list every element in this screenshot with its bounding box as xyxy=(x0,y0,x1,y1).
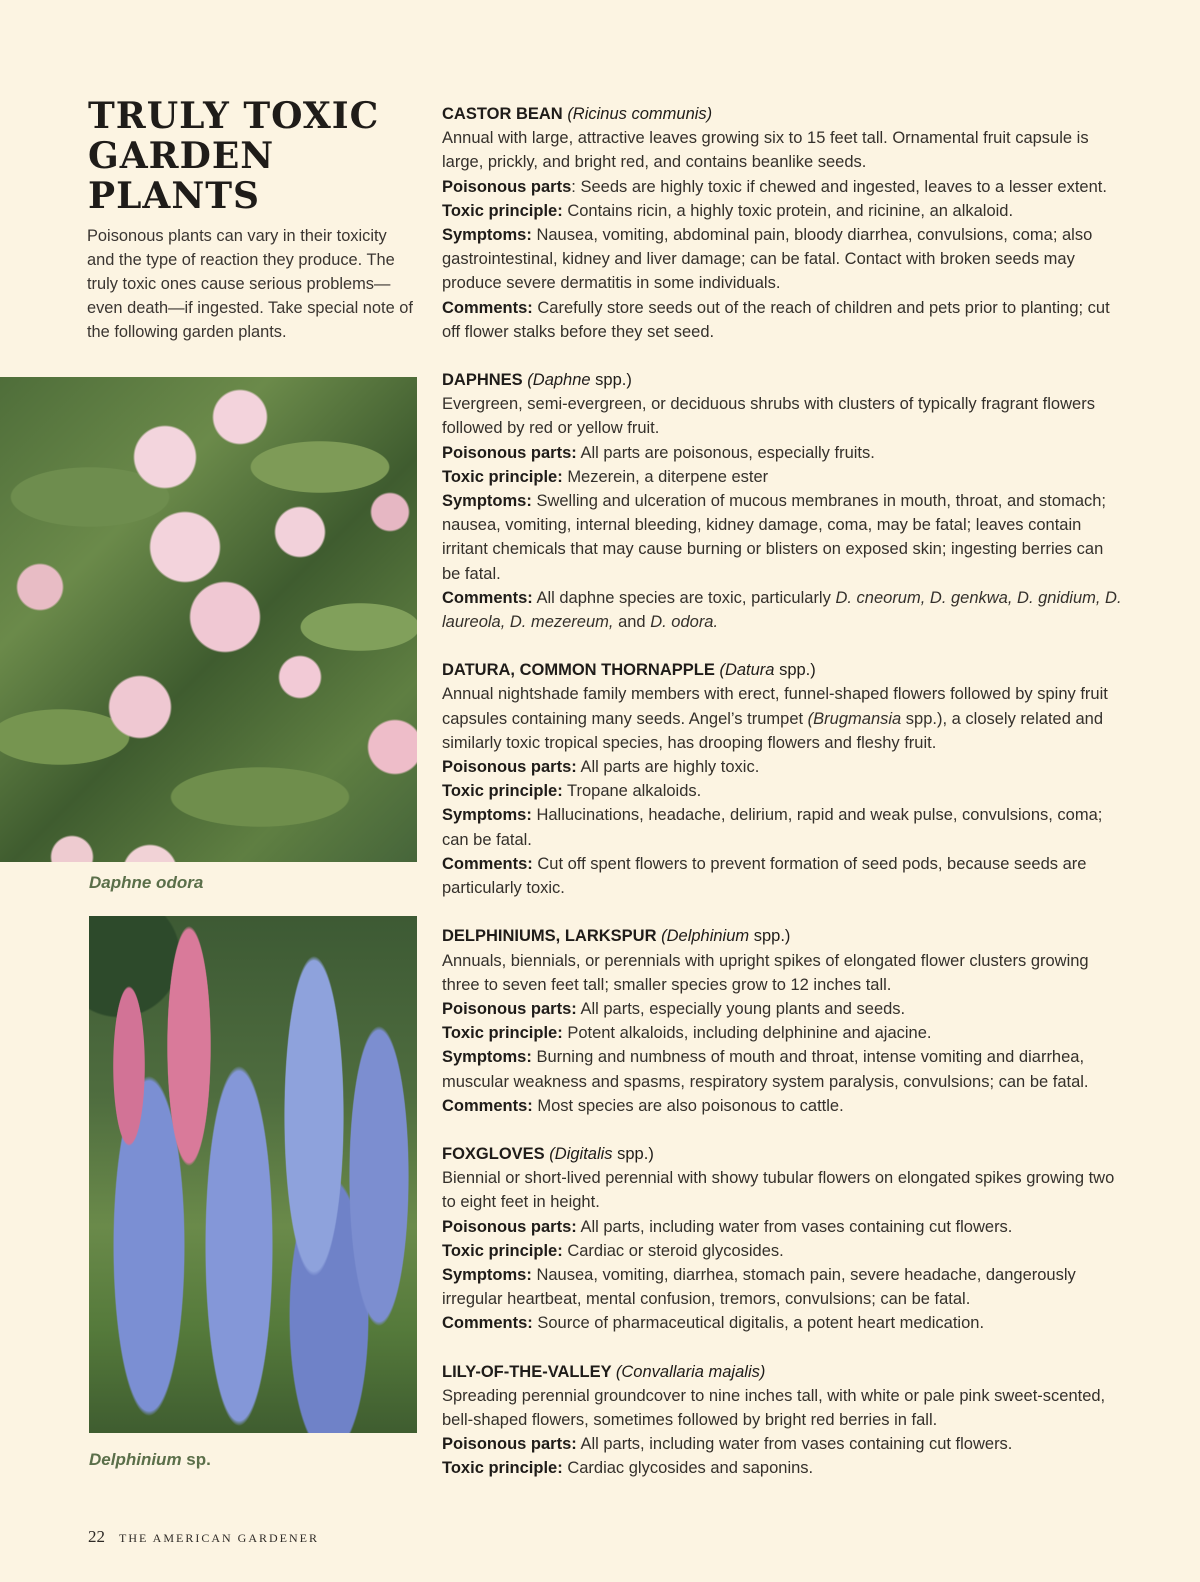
plant-entry-delphiniums xyxy=(442,924,1124,1118)
symptoms: Symptoms: Burning and numbness of mouth and throat, intense vomiting and diarrhea, muscular weakness and spasms, respiratory system paralysis, convulsions; can be fatal. xyxy=(442,1048,1089,1091)
plant-entry-castor-bean xyxy=(442,102,1124,344)
plant-description: Annual nightshade family members with erect, funnel-shaped flowers followed by spiny fruit capsules containing many seeds. Angel’s trumpet (Brugmansia spp.), a closely related and similarly toxic tropical species, has drooping flowers and fleshy fruit. xyxy=(442,685,1108,752)
symptoms: Symptoms: Hallucinations, headache, delirium, rapid and weak pulse, convulsions, coma; can be fatal. xyxy=(442,806,1103,849)
toxic-principle: Toxic principle: Potent alkaloids, including delphinine and ajacine. xyxy=(442,1024,932,1043)
plant-description: Biennial or short-lived perennial with showy tubular flowers on elongated spikes growing two to eight feet in height. xyxy=(442,1169,1115,1212)
symptoms: Symptoms: Nausea, vomiting, diarrhea, stomach pain, severe headache, dangerously irregular heartbeat, mental confusion, tremors, convulsions; can be fatal. xyxy=(442,1265,1076,1309)
plant-entry-foxgloves xyxy=(442,1142,1124,1336)
page-number: 22 xyxy=(88,1527,105,1546)
comments: Comments: Source of pharmaceutical digitalis, a potent heart medication. xyxy=(442,1314,985,1333)
comments: Comments: Cut off spent flowers to prevent formation of seed pods, because seeds are particularly toxic. xyxy=(442,854,1087,898)
comments: Comments: All daphne species are toxic, particularly D. cneorum, D. genkwa, D. gnidium, D. laureola, D. mezereum, and D. odora. xyxy=(442,588,1122,632)
plant-heading: CASTOR BEAN (Ricinus communis) xyxy=(442,105,713,123)
plant-heading: DATURA, COMMON THORNAPPLE (Datura spp.) xyxy=(442,661,816,680)
symptoms: Symptoms: Nausea, vomiting, abdominal pain, bloody diarrhea, convulsions, coma; also gastrointestinal, kidney and liver damage; can be fatal. Contact with broken seeds may produce severe dermatitis in some individuals. xyxy=(442,226,1093,293)
poisonous-parts: Poisonous parts: All parts, including water from vases containing cut flowers. xyxy=(442,1435,1013,1454)
toxic-principle: Toxic principle: Mezerein, a diterpene ester xyxy=(442,467,769,486)
poisonous-parts: Poisonous parts: All parts, especially young plants and seeds. xyxy=(442,999,906,1018)
plant-entry-datura xyxy=(442,658,1124,900)
plant-list xyxy=(442,102,1124,1505)
photo-caption-delphinium: Delphinium sp. xyxy=(89,1450,211,1469)
page-footer xyxy=(88,1527,319,1547)
plant-description: Annuals, biennials, or perennials with upright spikes of elongated flower clusters growing three to seven feet tall; smaller species grow to 12 inches tall. xyxy=(442,951,1089,994)
delphinium-photo xyxy=(89,916,417,1433)
plant-heading: LILY-OF-THE-VALLEY (Convallaria majalis) xyxy=(442,1362,766,1381)
daphne-odora-photo xyxy=(0,377,417,862)
toxic-principle: Toxic principle: Contains ricin, a highly toxic protein, and ricinine, an alkaloid. xyxy=(442,201,1014,220)
symptoms: Symptoms: Swelling and ulceration of mucous membranes in mouth, throat, and stomach; nausea, vomiting, internal bleeding, kidney damage, coma, may be fatal; leaves contain irritant chemicals that may cause burning or blisters on exposed skin; ingesting berries can be fatal. xyxy=(442,492,1107,583)
poisonous-parts: Poisonous parts: All parts are poisonous, especially fruits. xyxy=(442,443,875,462)
comments: Comments: Most species are also poisonous to cattle. xyxy=(442,1096,844,1115)
toxic-principle: Toxic principle: Cardiac or steroid glycosides. xyxy=(442,1241,784,1260)
toxic-principle: Toxic principle: Cardiac glycosides and saponins. xyxy=(442,1459,814,1478)
plant-description: Evergreen, semi-evergreen, or deciduous shrubs with clusters of typically fragrant flowers followed by red or yellow fruit. xyxy=(442,395,1095,438)
plant-heading: DELPHINIUMS, LARKSPUR (Delphinium spp.) xyxy=(442,927,791,946)
poisonous-parts: Poisonous parts: Seeds are highly toxic if chewed and ingested, leaves to a lesser extent. xyxy=(442,177,1107,196)
poisonous-parts: Poisonous parts: All parts, including water from vases containing cut flowers. xyxy=(442,1217,1013,1236)
plant-description: Spreading perennial groundcover to nine inches tall, with white or pale pink sweet-scented, bell-shaped flowers, sometimes followed by bright red berries in fall. xyxy=(442,1386,1106,1429)
toxic-principle: Toxic principle: Tropane alkaloids. xyxy=(442,782,702,801)
plant-entry-daphnes xyxy=(442,368,1124,634)
magazine-name: THE AMERICAN GARDENER xyxy=(119,1531,319,1545)
intro-paragraph: Poisonous plants can vary in their toxicity and the type of reaction they produce. The truly toxic ones cause serious problems—even death—if ingested. Take special note of the following garden plants. xyxy=(87,227,413,341)
poisonous-parts: Poisonous parts: All parts are highly toxic. xyxy=(442,758,760,777)
plant-heading: DAPHNES (Daphne spp.) xyxy=(442,371,632,390)
comments: Comments: Carefully store seeds out of the reach of children and pets prior to planting; cut off flower stalks before they set seed. xyxy=(442,298,1110,341)
plant-heading: FOXGLOVES (Digitalis spp.) xyxy=(442,1144,654,1163)
page-title: TRULY TOXIC GARDEN PLANTS xyxy=(88,95,380,217)
plant-description: Annual with large, attractive leaves growing six to 15 feet tall. Ornamental fruit capsule is large, prickly, and bright red, and contains beanlike seeds. xyxy=(442,129,1089,172)
plant-entry-lily-of-the-valley xyxy=(442,1360,1124,1481)
photo-caption-daphne: Daphne odora xyxy=(89,873,204,892)
